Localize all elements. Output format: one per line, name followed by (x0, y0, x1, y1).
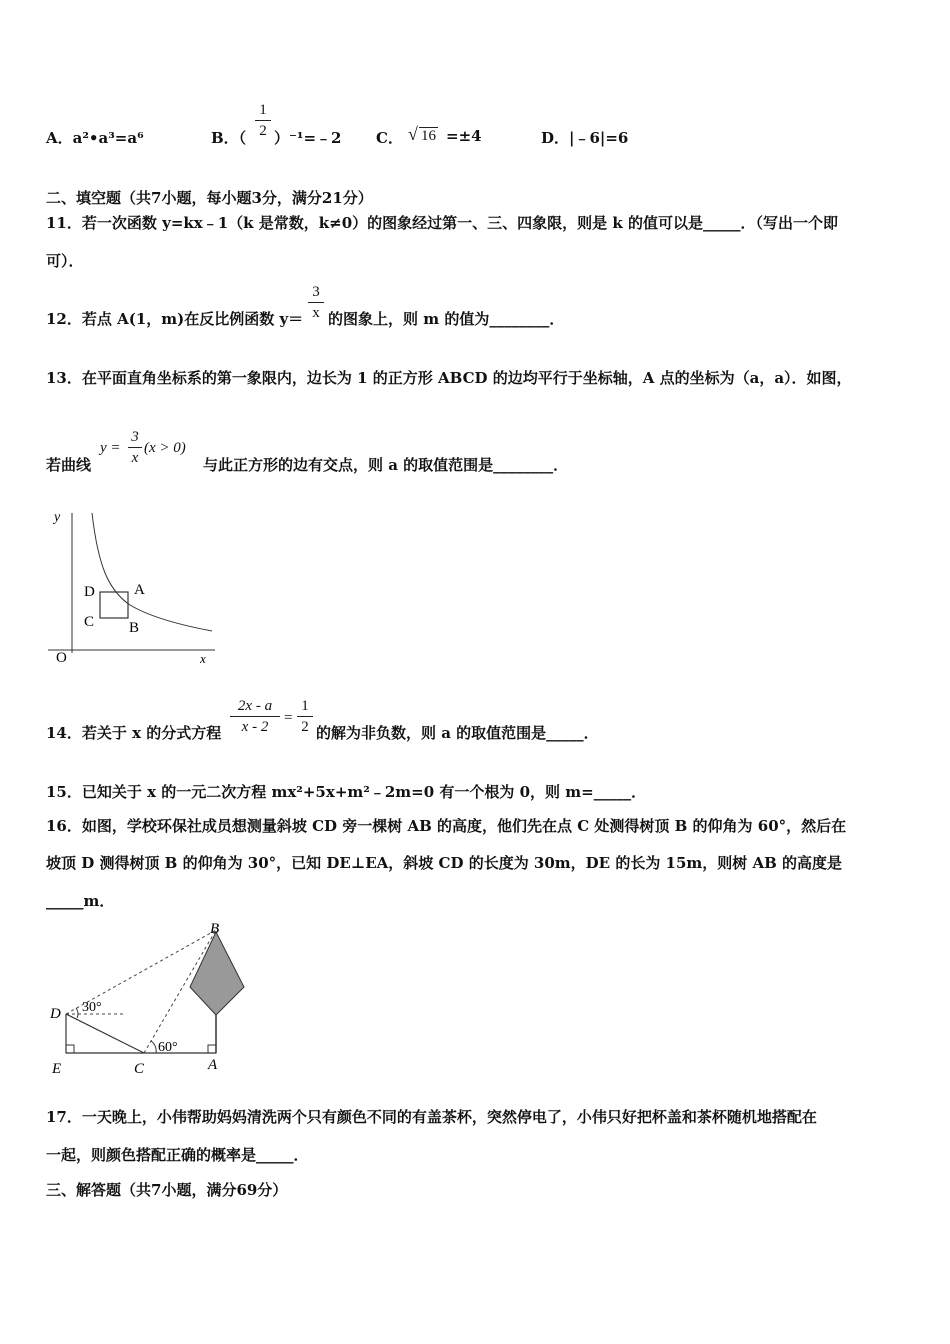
q10-option-c-prefix: C． (376, 129, 403, 147)
fraction-numerator: 1 (301, 698, 309, 714)
section-heading-fill-blank: 二、填空题（共7小题，每小题3分，满分21分） (46, 189, 373, 207)
q14-equals: = (284, 710, 293, 726)
q10-option-c-radicand: 16 (421, 128, 436, 144)
q16-figure (44, 915, 254, 1080)
q10-option-c-suffix: =±4 (446, 127, 482, 145)
fraction-bar (308, 302, 324, 303)
q12-text: 12．若点 A(1，m)在反比例函数 y＝ (46, 310, 304, 328)
q13-condition: (x > 0) (144, 440, 186, 456)
q10-option-b-prefix: B．（ (211, 129, 247, 147)
q12-fraction (308, 283, 324, 322)
q17-line2: 一起，则颜色搭配正确的概率是_____． (46, 1146, 309, 1164)
label-d: D (50, 1006, 61, 1022)
hyperbola-curve (92, 513, 212, 631)
sqrt-symbol: √ (408, 124, 418, 144)
fraction-bar (128, 447, 142, 448)
q10-option-b-suffix: ）⁻¹=﹣2 (274, 129, 342, 147)
label-d: D (84, 584, 95, 600)
fraction-denominator: x (312, 305, 320, 321)
fraction-numerator: 3 (131, 429, 139, 445)
angle-arc-60 (151, 1041, 156, 1053)
square-abcd (100, 592, 128, 618)
slope-dc (66, 1014, 144, 1053)
fraction-denominator: x (131, 450, 139, 466)
q16-line2: 坡顶 D 测得树顶 B 的仰角为 30°，已知 DE⊥EA，斜坡 CD 的长度为 30m，DE 的长为 15m，则树 AB 的高度是 (46, 854, 843, 872)
q13-eq-y: y = (100, 440, 121, 456)
right-angle-e (66, 1045, 74, 1053)
q13-fraction (128, 428, 142, 467)
label-e: E (52, 1061, 62, 1077)
label-a: A (134, 582, 145, 598)
label-c: C (134, 1061, 145, 1077)
label-x: x (200, 651, 206, 666)
q11-line2: 可）． (46, 252, 84, 270)
q12-text-after: 的图象上，则 m 的值为________． (328, 310, 565, 328)
q16-line3: _____m． (46, 892, 115, 910)
label-o: O (56, 650, 67, 666)
q10-option-d: D．|﹣6|=6 (541, 129, 629, 147)
q11-line1: 11．若一次函数 y=kx﹣1（k 是常数，k≠0）的图象经过第一、三、四象限，则是 k 的值可以是_____．（写出一个即 (46, 214, 839, 232)
tree-crown (190, 932, 244, 1015)
fraction-numerator: 1 (259, 102, 267, 118)
label-b: B (210, 921, 220, 937)
right-angle-a (208, 1045, 216, 1053)
q10-option-b-fraction (255, 101, 271, 140)
q13-line1: 13．在平面直角坐标系的第一象限内，边长为 1 的正方形 ABCD 的边均平行于坐标轴，A 点的坐标为（a，a）．如图， (46, 369, 852, 387)
q14-rhs-fraction (297, 697, 313, 736)
fraction-denominator: 2 (301, 719, 309, 735)
fraction-bar (230, 716, 280, 717)
q14-prefix: 14．若关于 x 的分式方程 (46, 724, 222, 742)
q13-prefix: 若曲线 (46, 456, 92, 474)
label-b: B (129, 620, 140, 636)
label-angle-60: 60° (158, 1040, 178, 1055)
q13-figure (40, 505, 225, 670)
fraction-bar (255, 120, 271, 121)
fraction-bar (297, 716, 313, 717)
q16-line1: 16．如图，学校环保社成员想测量斜坡 CD 旁一棵树 AB 的高度，他们先在点 C 处测得树顶 B 的仰角为 60°，然后在 (46, 817, 847, 835)
q14-lhs-fraction (230, 697, 280, 736)
label-c: C (84, 614, 95, 630)
q17-line1: 17．一天晚上，小伟帮助妈妈清洗两个只有颜色不同的有盖茶杯，突然停电了，小伟只好把杯盖和茶杯随机地搭配在 (46, 1108, 817, 1126)
fraction-numerator: 2x - a (237, 698, 273, 714)
q14-suffix: 的解为非负数，则 a 的取值范围是_____． (316, 724, 599, 742)
q10-option-a: A．a²•a³=a⁶ (46, 129, 144, 147)
label-y: y (54, 510, 61, 525)
angle-arc-30 (76, 1008, 78, 1018)
label-angle-30: 30° (82, 1000, 102, 1015)
section-heading-answer: 三、解答题（共7小题，满分69分） (46, 1181, 288, 1199)
fraction-denominator: 2 (259, 123, 267, 139)
label-a: A (208, 1057, 218, 1073)
fraction-denominator: x - 2 (241, 719, 269, 735)
q15-text: 15．已知关于 x 的一元二次方程 mx²+5x+m²﹣2m=0 有一个根为 0，则 m=_____． (46, 783, 647, 801)
fraction-numerator: 3 (312, 284, 320, 300)
q13-suffix: 与此正方形的边有交点，则 a 的取值范围是________． (203, 456, 569, 474)
